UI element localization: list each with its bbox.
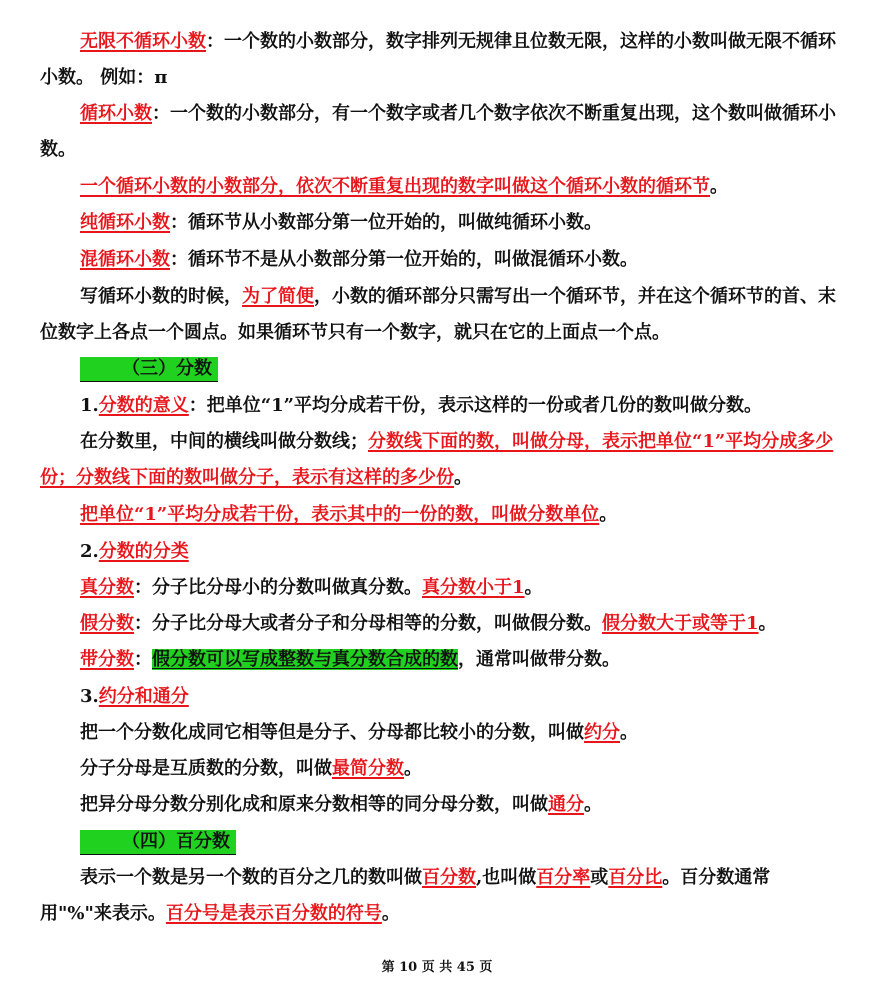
term-denominator-numerator: 分数线下面的数，叫做分母，表示把单位“1”平均分成多少份；分数线下面的数叫做分子，表示有这样的多少份 bbox=[40, 431, 834, 488]
term-common-denominator: 通分 bbox=[548, 794, 584, 815]
paragraph-fraction-meaning: 1.分数的意义：把单位“1”平均分成若干份，表示这样的一份或者几份的数叫做分数。 bbox=[80, 395, 763, 416]
term-percent-sign: 百分号是表示百分数的符号 bbox=[165, 903, 382, 924]
term-improper-ge-one: 假分数大于或等于1 bbox=[602, 613, 759, 634]
paragraph-pure-repeating: 纯循环小数：循环节从小数部分第一位开始的，叫做纯循环小数。 bbox=[80, 212, 602, 233]
term-for-simplicity: 为了简便 bbox=[242, 286, 314, 307]
highlight-mixed-number-def: 假分数可以写成整数与真分数合成的数 bbox=[152, 649, 458, 670]
paragraph-reduction: 把一个分数化成同它相等但是分子、分母都比较小的分数，叫做约分。 bbox=[80, 722, 638, 743]
section-heading-fractions bbox=[40, 351, 840, 387]
section-badge: （三）分数 bbox=[80, 357, 218, 382]
term-reduce-common: 约分和通分 bbox=[98, 686, 189, 707]
section-heading-percent bbox=[40, 824, 840, 860]
paragraph-mixed-number: 带分数：假分数可以写成整数与真分数合成的数，通常叫做带分数。 bbox=[80, 649, 620, 670]
term-pure-repeating: 纯循环小数 bbox=[80, 212, 170, 233]
section-badge: （四）百分数 bbox=[80, 830, 236, 855]
term-non-repeating-decimal: 无限不循环小数 bbox=[80, 31, 206, 52]
paragraph-repetend: 一个循环小数的小数部分，依次不断重复出现的数字叫做这个循环小数的循环节。 bbox=[80, 176, 728, 197]
term-repetend-definition: 一个循环小数的小数部分，依次不断重复出现的数字叫做这个循环小数的循环节 bbox=[80, 176, 710, 197]
term-fraction-unit: 把单位“1”平均分成若干份，表示其中的一份的数，叫做分数单位 bbox=[80, 504, 600, 525]
paragraph-irrational-definition: 无限不循环小数：一个数的小数部分，数字排列无规律且位数无限，这样的小数叫做无限不循环小数。 例如：π bbox=[40, 31, 836, 88]
paragraph-repeating-decimal: 循环小数：一个数的小数部分，有一个数字或者几个数字依次不断重复出现，这个数叫做循环小数。 bbox=[40, 103, 836, 160]
term-percent: 百分数 bbox=[422, 867, 476, 888]
paragraph-fraction-line: 在分数里，中间的横线叫做分数线；分数线下面的数，叫做分母，表示把单位“1”平均分成多少份；分数线下面的数叫做分子，表示有这样的多少份。 bbox=[40, 431, 834, 488]
term-proper-fraction: 真分数 bbox=[80, 577, 134, 598]
paragraph-mixed-repeating: 混循环小数：循环节不是从小数部分第一位开始的，叫做混循环小数。 bbox=[80, 249, 638, 270]
paragraph-improper-fraction: 假分数：分子比分母大或者分子和分母相等的分数，叫做假分数。假分数大于或等于1。 bbox=[80, 613, 777, 634]
paragraph-writing-repeating: 写循环小数的时候，为了简便，小数的循环部分只需写出一个循环节，并在这个循环节的首、末位数字上各点一个圆点。如果循环节只有一个数字，就只在它的上面点一个点。 bbox=[40, 286, 836, 343]
paragraph-simplest-fraction: 分子分母是互质数的分数，叫做最简分数。 bbox=[80, 758, 422, 779]
term-mixed-repeating: 混循环小数 bbox=[80, 249, 170, 270]
term-repeating-decimal: 循环小数 bbox=[80, 103, 152, 124]
term-mixed-number: 带分数 bbox=[80, 649, 134, 670]
term-percentage-rate: 百分率 bbox=[536, 867, 591, 888]
term-fraction-types: 分数的分类 bbox=[98, 541, 189, 562]
paragraph-fraction-types: 2.分数的分类 bbox=[80, 541, 189, 562]
term-reduction: 约分 bbox=[584, 722, 620, 743]
paragraph-proper-fraction: 真分数：分子比分母小的分数叫做真分数。真分数小于1。 bbox=[80, 577, 543, 598]
paragraph-common-denominator: 把异分母分数分别化成和原来分数相等的同分母分数，叫做通分。 bbox=[80, 794, 602, 815]
term-fraction-meaning: 分数的意义 bbox=[98, 395, 189, 416]
page-footer: 第 10 页 共 45 页 bbox=[381, 960, 493, 975]
term-percentage-ratio: 百分比 bbox=[608, 867, 663, 888]
term-proper-less-than-one: 真分数小于1 bbox=[422, 577, 525, 598]
term-simplest-fraction: 最简分数 bbox=[332, 758, 404, 779]
paragraph-percent: 表示一个数是另一个数的百分之几的数叫做百分数,也叫做百分率或百分比。百分数通常用"%"来表示。百分号是表示百分数的符号。 bbox=[40, 867, 771, 924]
term-improper-fraction: 假分数 bbox=[80, 613, 134, 634]
paragraph-fraction-unit: 把单位“1”平均分成若干份，表示其中的一份的数，叫做分数单位。 bbox=[80, 504, 618, 525]
paragraph-reduce-common: 3.约分和通分 bbox=[80, 686, 189, 707]
